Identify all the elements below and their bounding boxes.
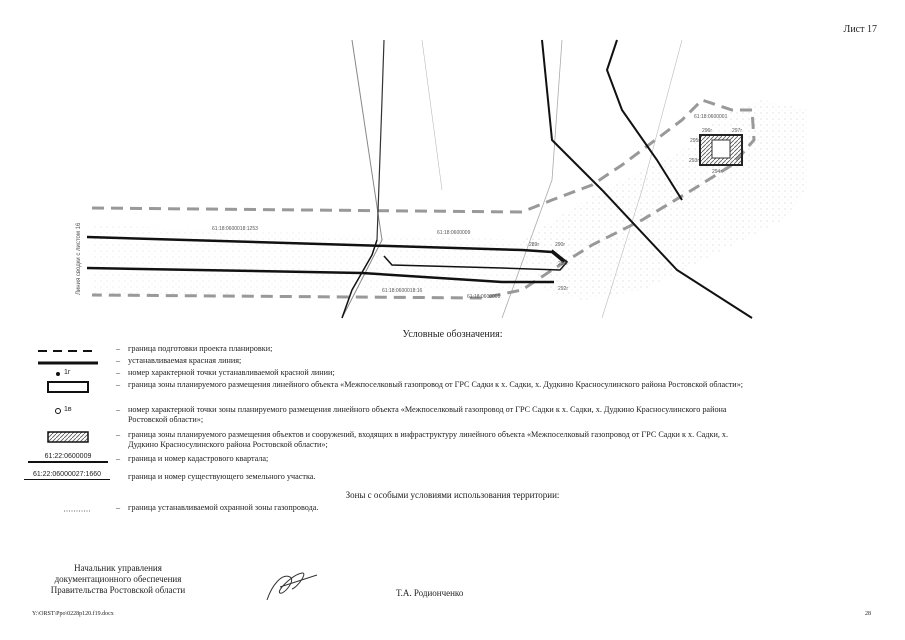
legend-text: граница подготовки проекта планировки; (128, 344, 273, 353)
point-label: 296г (702, 128, 713, 134)
legend-text: граница устанавливаемой охранной зоны газопровода. (128, 503, 319, 512)
zone-box-symbol (28, 380, 108, 394)
legend-item: – граница зоны планируемого размещения объектов и сооружений, входящих в инфраструктуру линейного объекта «Межпоселковый газопровод от ГРС Садки к х. Садки, х. Дудкино Красносулинского района Ростовской области»; (28, 430, 728, 452)
legend-item: 1в – номер характерной точки зоны планируемого размещения линейного объекта «Межпоселковый газопровод от ГРС Садки к х. Садки, х. Дудкино Красносулинского района Ростовской области»; (28, 405, 728, 427)
parcel-symbol: 61:22:06000027:1660 (28, 472, 108, 486)
page-number: 28 (865, 611, 871, 617)
legend-title: Условные обозначения: (402, 329, 503, 340)
point-label: 291г (558, 261, 569, 267)
red-point-symbol: 1г (28, 368, 108, 382)
terrain-area (522, 100, 808, 300)
legend-item: – граница зоны планируемого размещения линейного объекта «Межпоселковый газопровод от ГРС Садки к х. Садки, х. Дудкино Красносулинского района Ростовской области»; (28, 380, 728, 402)
point-label: 295г (690, 138, 701, 144)
hatched-box-symbol (28, 430, 108, 444)
point-label: 297г (732, 128, 743, 134)
zone-point-symbol: 1в (28, 405, 108, 419)
parcel-label: 61:18:0600009 (437, 230, 471, 236)
legend-text: граница зоны планируемого размещения объектов и сооружений, входящих в инфраструктуру линейного объекта «Межпоселковый газопровод от ГРС Садки к х. Садки, х. Дудкино Красносулинского района Ростовской области»; (128, 430, 729, 449)
signatory-position: Начальник управления документационного обеспечения Правительства Ростовской области (50, 563, 186, 595)
quarter-symbol: 61:22:0600009 (28, 454, 108, 468)
point-label: 294г (712, 169, 723, 175)
parcel-boundary (422, 40, 442, 190)
planning-map (76, 40, 808, 318)
dotted-line-symbol (28, 503, 108, 517)
parcel-label: 61:18:0600018:1253 (212, 226, 258, 232)
legend-text: номер характерной точки устанавливаемой красной линии; (128, 368, 335, 377)
footer-file-path: Y:\ORST\Ppo\0228p120.f19.docx (32, 611, 114, 617)
sheet-join-label: Линия сводки с листом 16 (76, 222, 82, 295)
legend-text: граница зоны планируемого размещения линейного объекта «Межпоселковый газопровод от ГРС Садки к х. Садки, х. Дудкино Красносулинского района Ростовской области»; (128, 380, 744, 389)
sheet-number: Лист 17 (843, 24, 877, 35)
signature-mark (262, 565, 322, 605)
point-label: 292г (558, 286, 569, 292)
zones-title: Зоны с особыми условиями использования территории: (345, 490, 560, 500)
point-label: 293г (689, 158, 700, 164)
signatory-name: Т.А. Родионченко (396, 588, 464, 598)
legend-text: граница и номер существующего земельного участка. (128, 472, 316, 481)
parcel-label: 61:18:0600001 (694, 114, 728, 120)
legend-text: номер характерной точки зоны планируемого размещения линейного объекта «Межпоселковый газопровод от ГРС Садки к х. Садки, х. Дудкино Красносулинского района Ростовской области»; (128, 405, 727, 424)
parcel-label: 61:18:0600009 (467, 294, 501, 300)
legend-text: граница и номер кадастрового квартала; (128, 454, 269, 463)
facility-core (712, 140, 730, 158)
point-label: 290г (555, 242, 566, 248)
legend-text: устанавливаемая красная линия; (128, 356, 242, 365)
parcel-label: 61:18:0600018:16 (382, 288, 423, 294)
point-label: 289г (529, 242, 540, 248)
